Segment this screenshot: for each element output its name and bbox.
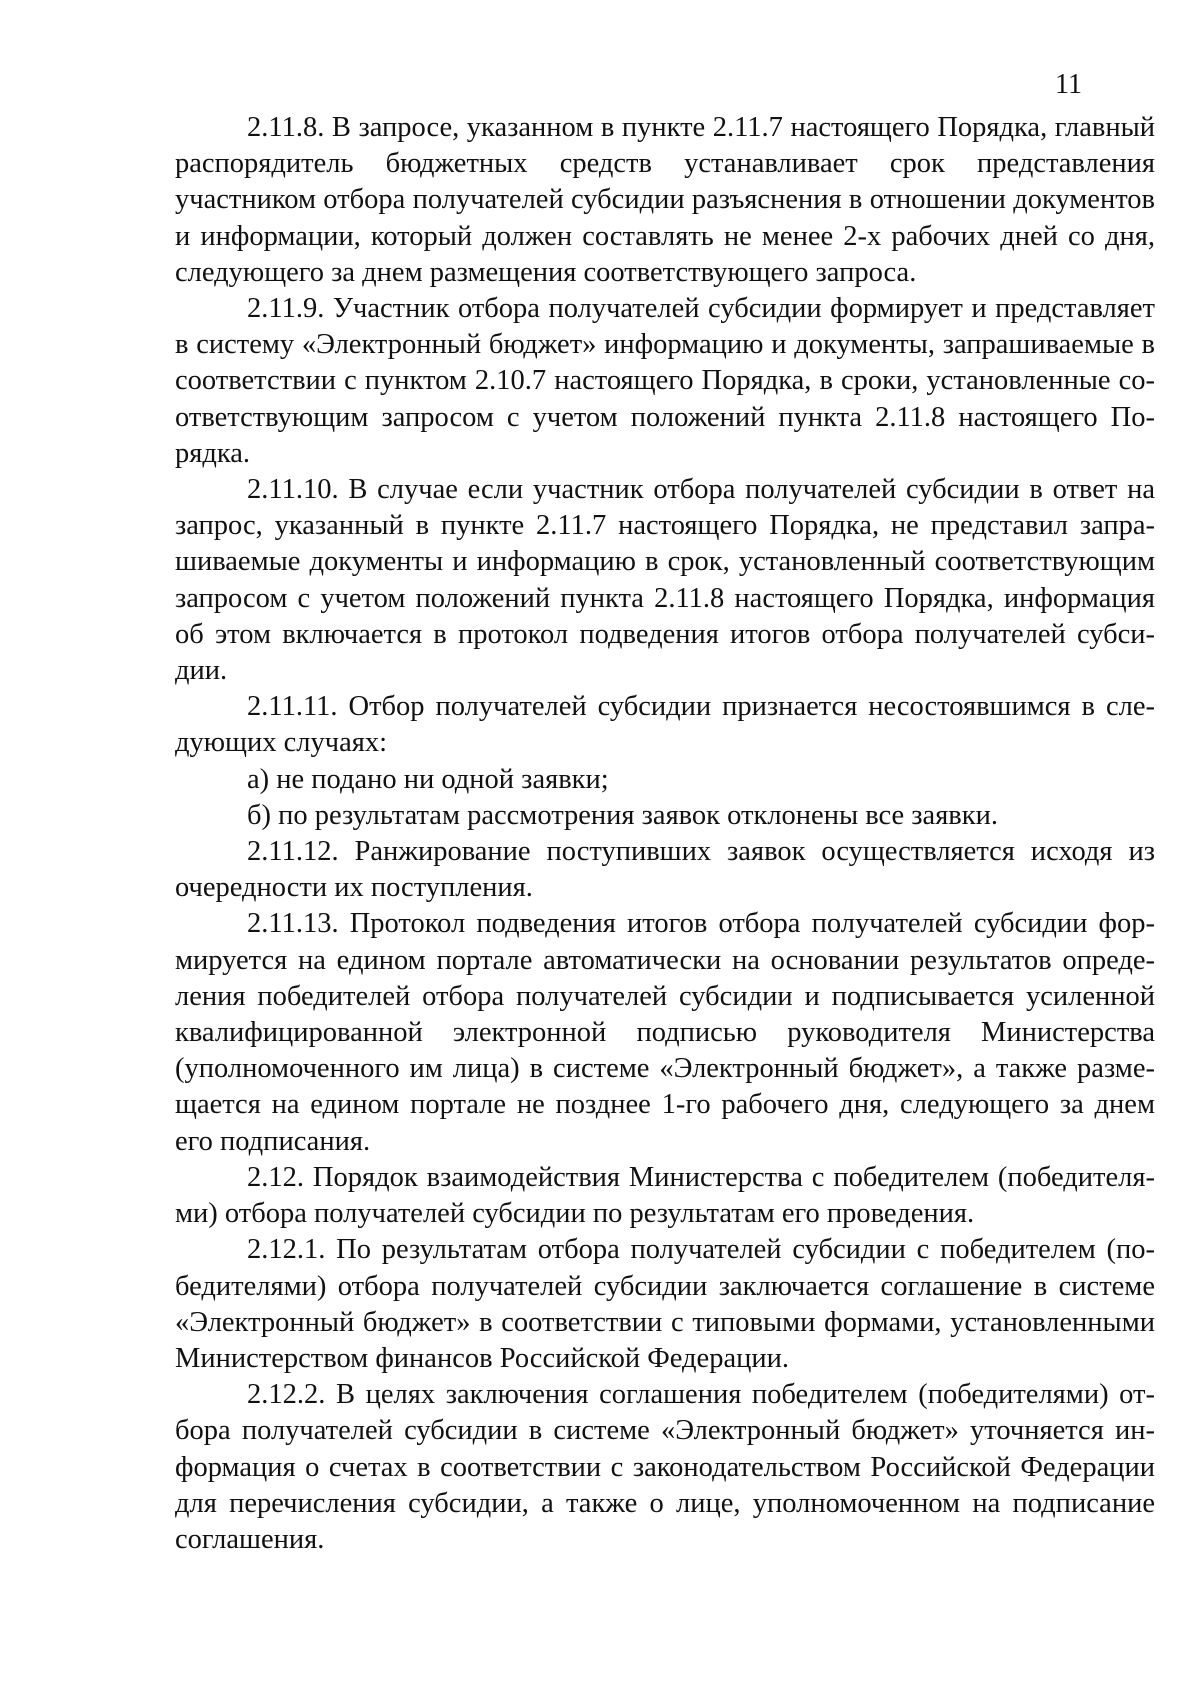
document-body (175, 110, 1155, 1558)
paragraph-2-11-13: 2.11.13. Протокол подведения итогов отбора получателей субсидии формируется на едином портале автоматически на основании результатов определения победителей отбора получателей субсидии и подписывается усиленной квалифицированной электронной подписью руководителя Министерства (уполномоченного им лица) в системе «Электронный бюджет», а также размещается на едином портале не позднее 1-го рабочего дня, следующего за днем его подписания. (175, 908, 1155, 1157)
page-number: 11 (1055, 69, 1082, 100)
paragraph-2-11-9: 2.11.9. Участник отбора получателей субсидии формирует и представляет в систему «Электронный бюджет» информацию и документы, запрашиваемые в соответствии с пунктом 2.10.7 настоящего Порядка, в сроки, установленные соответствующим запросом с учетом положений пункта 2.11.8 настоящего Порядка. (175, 293, 1155, 469)
paragraph-2-12-2: 2.12.2. В целях заключения соглашения победителем (победителями) отбора получателей субсидии в системе «Электронный бюджет» уточняется информация о счетах в соответствии с законодательством Российской Федерации для перечисления субсидии, а также о лице, уполномоченном на подписание соглашения. (175, 1379, 1155, 1555)
list-item-b: б) по результатам рассмотрения заявок отклонены все заявки. (247, 799, 998, 831)
paragraph-2-11-10: 2.11.10. В случае если участник отбора получателей субсидии в ответ на запрос, указанный в пункте 2.11.7 настоящего Порядка, не представил запрашиваемые документы и информацию в срок, установленный соответствующим запросом с учетом положений пункта 2.11.8 настоящего Порядка, информация об этом включается в протокол подведения итогов отбора получателей субсидии. (175, 474, 1155, 687)
list-item-a: а) не подано ни одной заявки; (247, 763, 609, 795)
paragraph-2-11-11: 2.11.11. Отбор получателей субсидии признается несостоявшимся в следующих случаях: (175, 691, 1155, 759)
paragraph-2-12-1: 2.12.1. По результатам отбора получателей субсидии с победителем (победителями) отбора получателей субсидии заключается соглашение в системе «Электронный бюджет» в соответствии с типовыми формами, установленными Министерством финансов Российской Федерации. (175, 1234, 1155, 1374)
paragraph-2-12: 2.12. Порядок взаимодействия Министерства с победителем (победителями) отбора получателей субсидии по результатам его проведения. (175, 1161, 1155, 1230)
paragraph-2-11-8: 2.11.8. В запросе, указанном в пункте 2.11.7 настоящего Порядка, главный распорядитель бюджетных средств устанавливает срок представления участником отбора получателей субсидии разъяснения в отношении документов и информации, который должен составлять не менее 2-х рабочих дней со дня, следующего за днем размещения соответствующего запроса. (175, 112, 1155, 288)
paragraph-2-11-12: 2.11.12. Ранжирование поступивших заявок осуществляется исходя из очередности их поступления. (175, 836, 1155, 904)
